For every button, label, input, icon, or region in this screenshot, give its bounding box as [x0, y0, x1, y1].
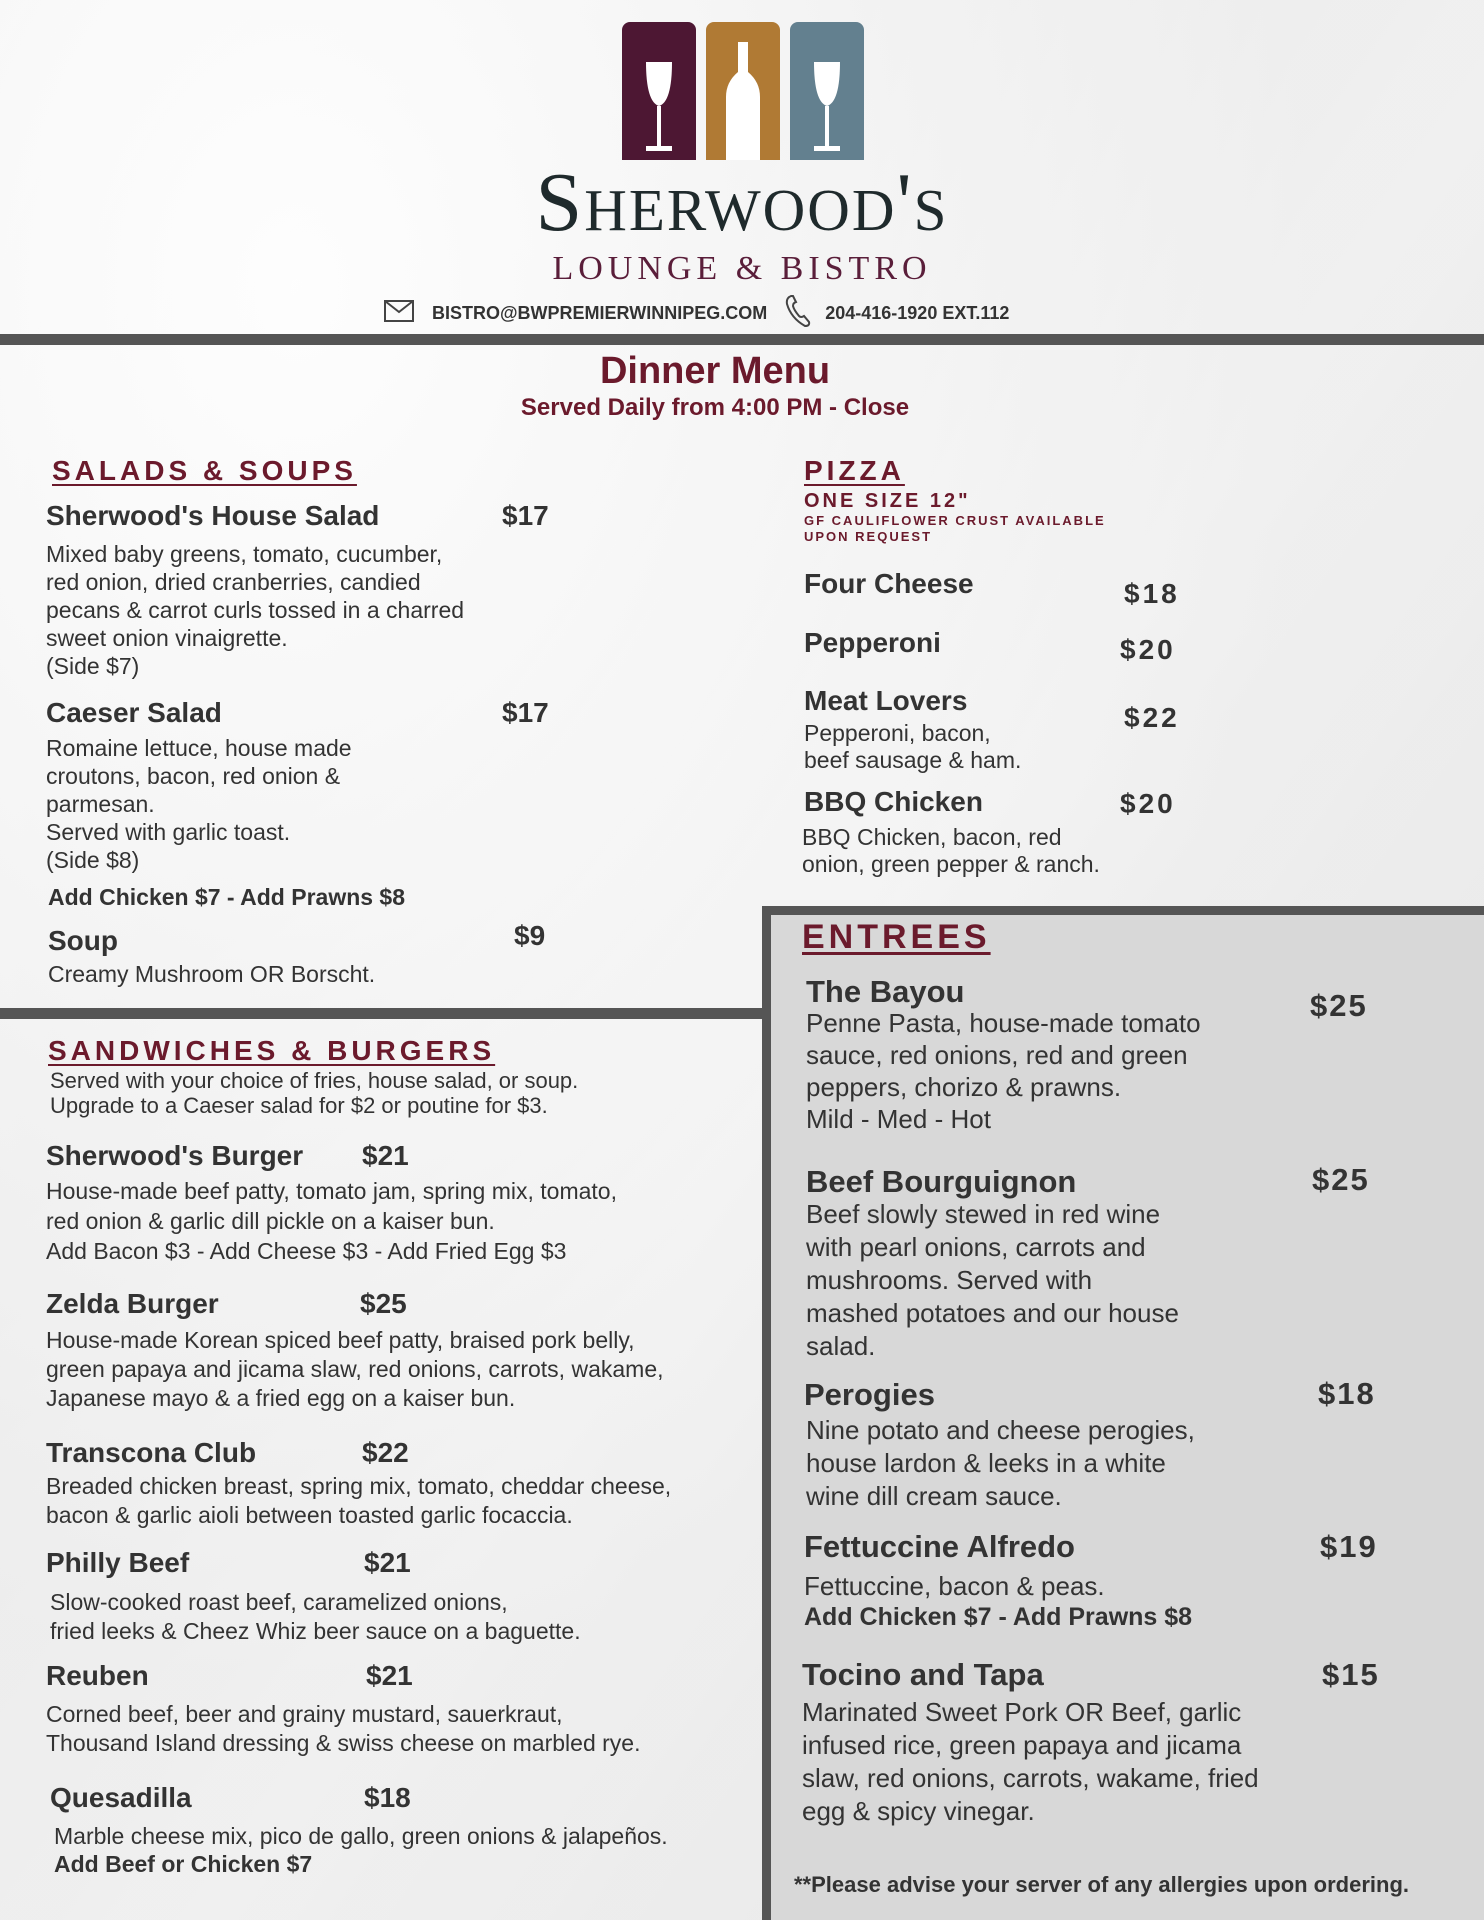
brand-name: Sherwood's — [535, 156, 949, 249]
envelope-icon — [384, 300, 414, 327]
wine-glass-icon — [790, 22, 864, 160]
item-description: Marble cheese mix, pico de gallo, green onions & jalapeños. — [54, 1823, 668, 1849]
item-price: $22 — [1124, 702, 1180, 733]
item-price: $18 — [1124, 578, 1180, 609]
item-name: Sherwood's House Salad — [46, 500, 380, 531]
item-description: Corned beef, beer and grainy mustard, sauerkraut, Thousand Island dressing & swiss cheese on marbled rye. — [46, 1701, 641, 1756]
item-name: Caeser Salad — [46, 697, 222, 728]
item-price: $17 — [502, 500, 549, 531]
item-price: $20 — [1120, 788, 1176, 819]
item-name: Transcona Club — [46, 1437, 257, 1468]
item-name: Beef Bourguignon — [806, 1164, 1077, 1199]
item-name: Quesadilla — [50, 1782, 192, 1813]
item-price: $9 — [514, 920, 546, 951]
item-price: $22 — [362, 1437, 409, 1468]
item-name: Pepperoni — [804, 627, 941, 658]
allergy-notice: **Please advise your server of any allergies upon ordering. — [794, 1872, 1410, 1897]
item-name: Meat Lovers — [804, 685, 968, 716]
section-title-salads: SALADS & SOUPS — [52, 455, 357, 486]
item-name: Four Cheese — [804, 568, 974, 599]
item-name: Sherwood's Burger — [46, 1140, 304, 1171]
item-price: $21 — [362, 1140, 409, 1171]
item-price: $17 — [502, 697, 549, 728]
addon-note: Add Chicken $7 - Add Prawns $8 — [804, 1603, 1193, 1631]
item-description: Nine potato and cheese perogies, house lardon & leeks in a white wine dill cream sauce. — [806, 1415, 1195, 1511]
item-name: Perogies — [804, 1377, 935, 1412]
item-price: $25 — [1312, 1162, 1370, 1197]
item-price: $19 — [1320, 1529, 1378, 1564]
addon-note: Add Chicken $7 - Add Prawns $8 — [48, 884, 406, 910]
addon-note: Add Beef or Chicken $7 — [54, 1851, 313, 1877]
item-name: Philly Beef — [46, 1547, 190, 1578]
item-price: $20 — [1120, 634, 1176, 665]
item-description: Fettuccine, bacon & peas. — [804, 1571, 1105, 1601]
divider — [0, 334, 1484, 345]
item-description: Creamy Mushroom OR Borscht. — [48, 961, 376, 987]
phone-number[interactable]: 204-416-1920 EXT.112 — [825, 302, 1010, 323]
section-title-entrees: ENTREES — [802, 918, 991, 956]
item-description: Marinated Sweet Pork OR Beef, garlic infused rice, green papaya and jicama slaw, red onions, carrots, wakame, fried egg & spicy vinegar. — [802, 1697, 1259, 1826]
item-name: Soup — [48, 925, 118, 956]
pizza-note: GF CAULIFLOWER CRUST AVAILABLE UPON REQUEST — [804, 513, 1106, 544]
item-name: BBQ Chicken — [804, 786, 983, 817]
phone-icon — [785, 294, 811, 333]
item-name: Tocino and Tapa — [802, 1657, 1044, 1692]
item-description: House-made Korean spiced beef patty, braised pork belly, green papaya and jicama slaw, red onions, carrots, wakame, Japanese mayo & a fried egg on a kaiser bun. — [46, 1327, 664, 1411]
menu-subtitle: Served Daily from 4:00 PM - Close — [520, 394, 910, 421]
item-description: Pepperoni, bacon, beef sausage & ham. — [804, 720, 1022, 773]
divider — [0, 1008, 764, 1019]
menu-title: Dinner Menu — [599, 350, 831, 392]
item-price: $18 — [1318, 1376, 1376, 1411]
item-price: $21 — [366, 1660, 413, 1691]
section-intro: Served with your choice of fries, house salad, or soup. Upgrade to a Caeser salad for $2 or poutine for $3. — [50, 1068, 579, 1118]
item-price: $21 — [364, 1547, 411, 1578]
item-description: Beef slowly stewed in red wine with pearl onions, carrots and mushrooms. Served with mashed potatoes and our house salad. — [806, 1199, 1179, 1361]
item-name: Fettuccine Alfredo — [804, 1529, 1075, 1564]
item-price: $25 — [1310, 988, 1368, 1023]
email-link[interactable]: BISTRO@BWPREMIERWINNIPEG.COM — [432, 302, 768, 323]
item-price: $25 — [360, 1288, 407, 1319]
contact-row — [384, 298, 1009, 328]
item-name: The Bayou — [806, 974, 965, 1009]
pizza-size: ONE SIZE 12" — [804, 490, 971, 512]
logo — [0, 0, 1484, 180]
item-description: Penne Pasta, house-made tomato sauce, red onions, red and green peppers, chorizo & prawns. Mild - Med - Hot — [806, 1008, 1201, 1134]
item-description: Breaded chicken breast, spring mix, tomato, cheddar cheese, bacon & garlic aioli between toasted garlic focaccia. — [46, 1473, 672, 1528]
section-title-sandwiches: SANDWICHES & BURGERS — [48, 1035, 496, 1066]
item-description: Romaine lettuce, house made croutons, bacon, red onion & parmesan. Served with garlic toast. (Side $8) — [46, 735, 352, 873]
section-title-pizza: PIZZA — [804, 455, 905, 486]
item-price: $18 — [364, 1782, 411, 1813]
item-name: Reuben — [46, 1660, 149, 1691]
item-description: Slow-cooked roast beef, caramelized onions, fried leeks & Cheez Whiz beer sauce on a baguette. — [50, 1589, 581, 1644]
item-description: Mixed baby greens, tomato, cucumber, red onion, dried cranberries, candied pecans & carrot curls tossed in a charred sweet onion vinaigrette. (Side $7) — [46, 541, 465, 679]
item-price: $15 — [1322, 1657, 1380, 1692]
item-description: BBQ Chicken, bacon, red onion, green pepper & ranch. — [802, 824, 1100, 877]
brand-sub: LOUNGE & BISTRO — [552, 250, 932, 287]
wine-glass-icon — [622, 22, 696, 160]
item-name: Zelda Burger — [46, 1288, 219, 1319]
wine-bottle-icon — [706, 22, 780, 160]
item-description: House-made beef patty, tomato jam, spring mix, tomato, red onion & garlic dill pickle on a kaiser bun. Add Bacon $3 - Add Cheese $3 - Add Fried Egg $3 — [46, 1178, 617, 1264]
